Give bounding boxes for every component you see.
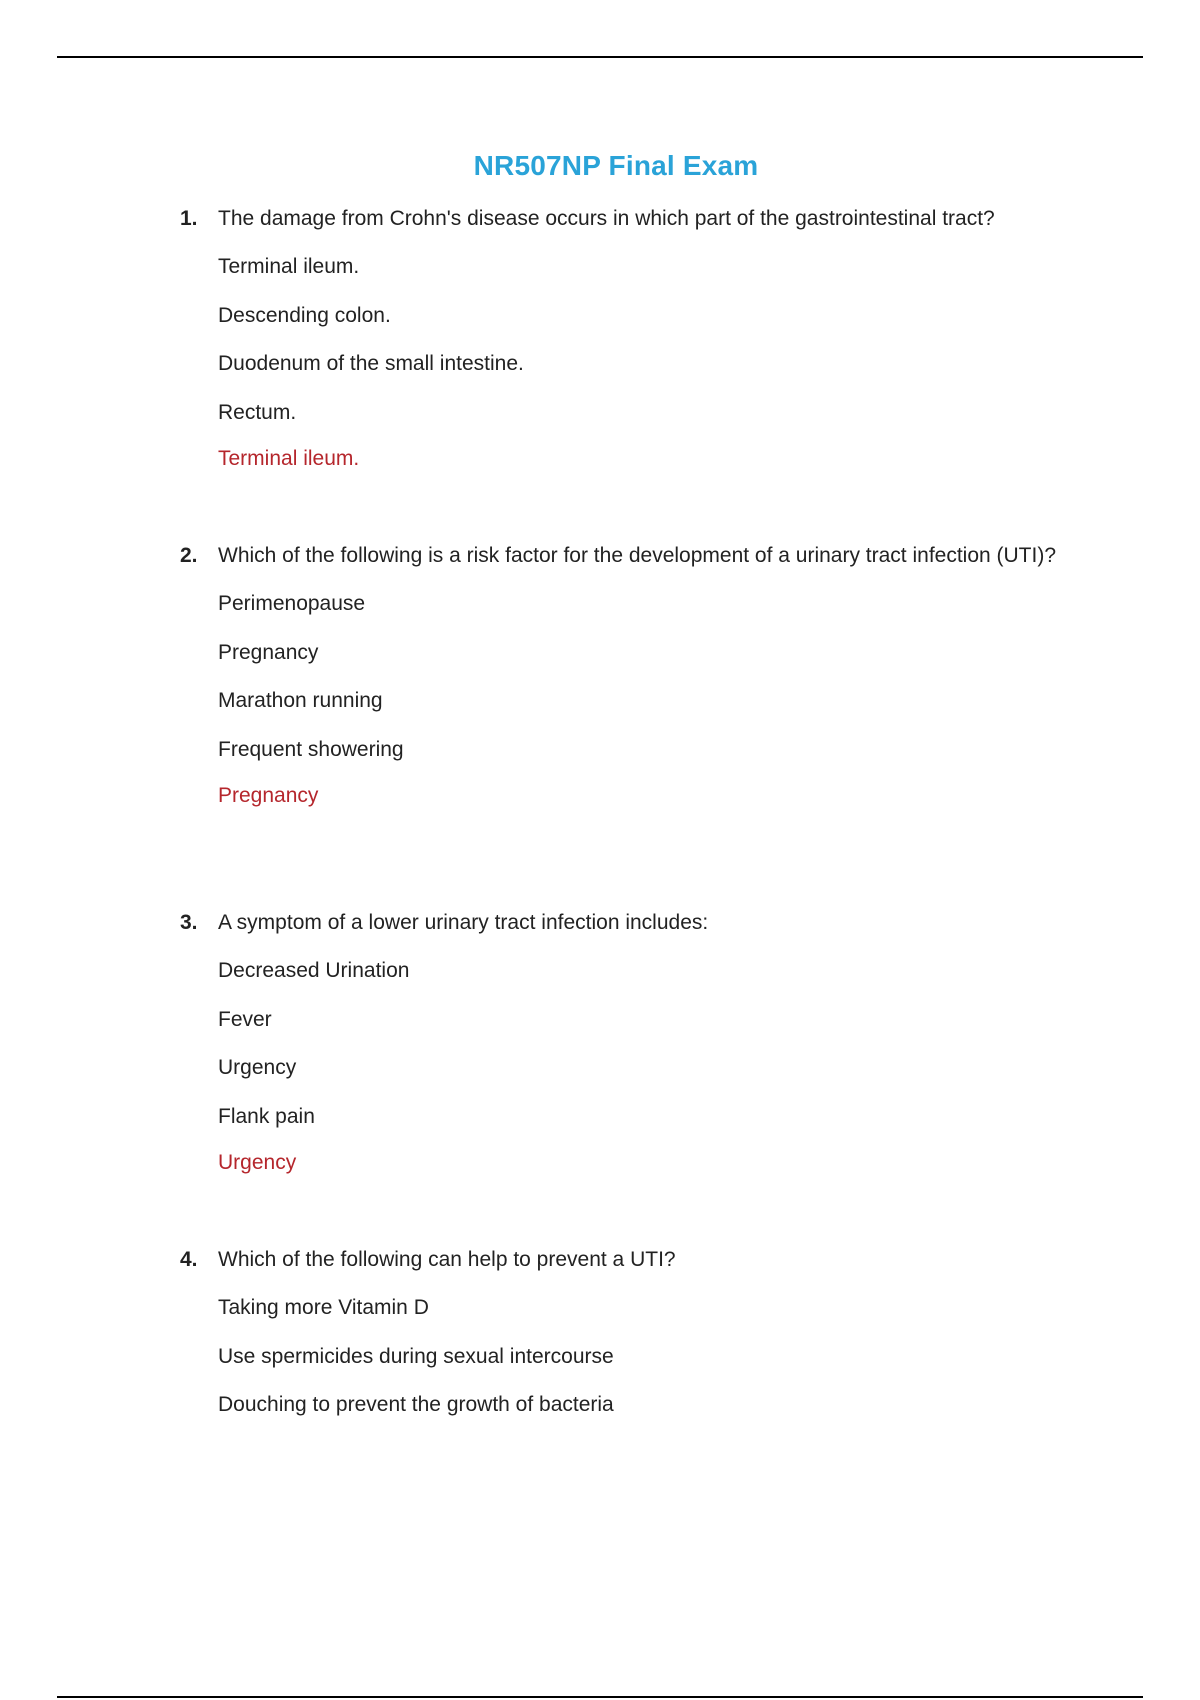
question-number: 3. [180,911,198,934]
option: Taking more Vitamin D [218,1296,429,1319]
option: Frequent showering [218,737,404,761]
question-number: 4. [180,1248,198,1271]
question-1 [180,203,1060,475]
options-list [218,588,1060,782]
bottom-rule [57,1696,1143,1698]
question-text: A symptom of a lower urinary tract infection includes: [218,911,709,934]
option: Urgency [218,1056,297,1079]
question-text: The damage from Crohn's disease occurs in which part of the gastrointestinal tract? [218,207,995,230]
question-text: Which of the following is a risk factor for the development of a urinary tract infection (UTI)? [218,544,1057,567]
option: Fever [218,1007,272,1031]
answer: Urgency [218,1151,297,1174]
option: Douching to prevent the growth of bacteria [218,1393,614,1416]
question-number: 2. [180,544,198,567]
question-2 [180,540,1060,812]
option: Descending colon. [218,303,391,327]
options-list [218,251,1060,445]
option: Flank pain [218,1104,315,1128]
question-4 [180,1244,1060,1438]
option: Marathon running [218,689,383,712]
option: Duodenum of the small intestine. [218,352,524,375]
options-list [218,1292,1060,1438]
page-title: NR507NP Final Exam [473,150,759,181]
top-rule [57,56,1143,58]
answer: Pregnancy [218,784,319,807]
question-3 [180,907,1060,1179]
option: Pregnancy [218,640,319,664]
option: Decreased Urination [218,959,410,982]
option: Use spermicides during sexual intercourse [218,1344,614,1368]
answer: Terminal ileum. [218,447,360,470]
option: Rectum. [218,400,297,424]
question-number: 1. [180,207,198,230]
options-list [218,955,1060,1149]
option: Terminal ileum. [218,255,360,278]
question-text: Which of the following can help to prevent a UTI? [218,1248,676,1271]
option: Perimenopause [218,592,366,615]
